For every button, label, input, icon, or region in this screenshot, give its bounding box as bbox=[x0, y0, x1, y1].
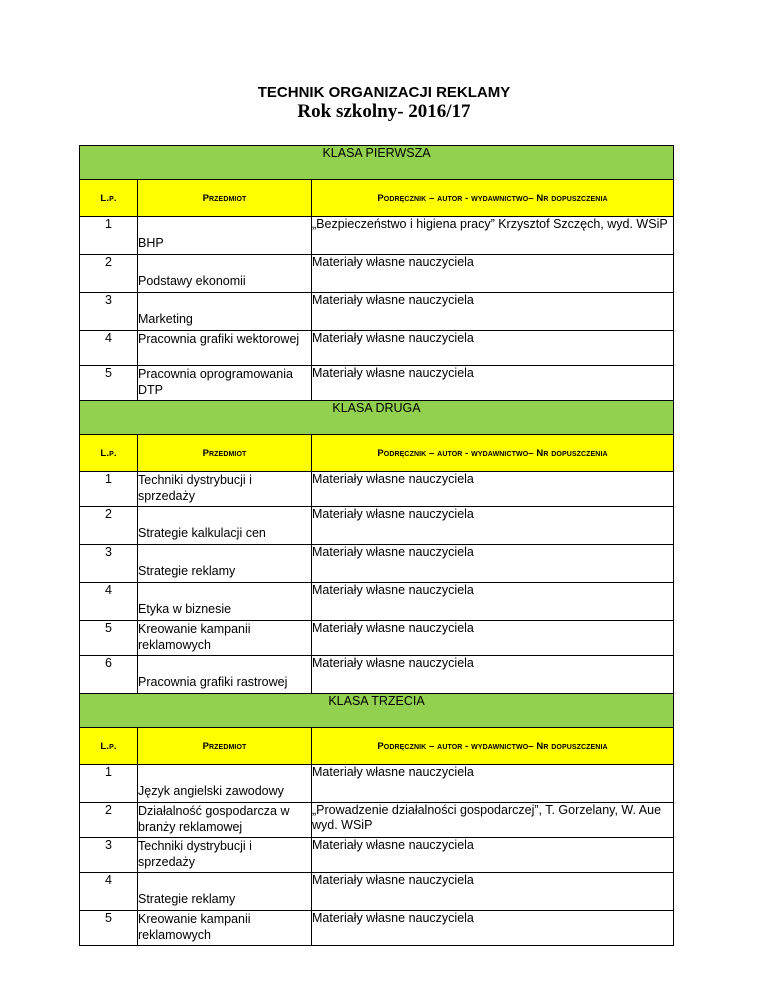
row-book: Materiały własne nauczyciela bbox=[312, 366, 674, 401]
table-row bbox=[80, 217, 674, 255]
section-title-druga: KLASA DRUGA bbox=[80, 401, 674, 435]
row-subject: Techniki dystrybucji i sprzedaży bbox=[138, 472, 312, 507]
section-title-trzecia: KLASA TRZECIA bbox=[80, 694, 674, 728]
row-number: 3 bbox=[80, 838, 138, 873]
column-header-lp: L.p. bbox=[80, 435, 138, 472]
row-subject: Kreowanie kampanii reklamowych bbox=[138, 621, 312, 656]
row-subject: Marketing bbox=[138, 293, 312, 331]
row-subject: Pracownia grafiki wektorowej bbox=[138, 331, 312, 366]
table-row bbox=[80, 472, 674, 507]
row-number: 2 bbox=[80, 803, 138, 838]
row-book: Materiały własne nauczyciela bbox=[312, 472, 674, 507]
row-book: Materiały własne nauczyciela bbox=[312, 911, 674, 946]
row-subject: Podstawy ekonomii bbox=[138, 255, 312, 293]
row-book: „Bezpieczeństwo i higiena pracy” Krzysztof Szczęch, wyd. WSiP bbox=[312, 217, 674, 255]
row-subject: Strategie reklamy bbox=[138, 873, 312, 911]
column-header-subject: Przedmiot bbox=[138, 728, 312, 765]
table-row bbox=[80, 621, 674, 656]
row-book: Materiały własne nauczyciela bbox=[312, 293, 674, 331]
row-number: 5 bbox=[80, 366, 138, 401]
row-number: 2 bbox=[80, 507, 138, 545]
row-number: 2 bbox=[80, 255, 138, 293]
row-number: 5 bbox=[80, 621, 138, 656]
row-book: Materiały własne nauczyciela bbox=[312, 656, 674, 694]
row-number: 4 bbox=[80, 331, 138, 366]
column-header-subject: Przedmiot bbox=[138, 435, 312, 472]
row-subject: Kreowanie kampanii reklamowych bbox=[138, 911, 312, 946]
table-row bbox=[80, 873, 674, 911]
row-number: 1 bbox=[80, 765, 138, 803]
table-row bbox=[80, 255, 674, 293]
table-row bbox=[80, 507, 674, 545]
row-book: Materiały własne nauczyciela bbox=[312, 873, 674, 911]
table-row bbox=[80, 765, 674, 803]
row-number: 1 bbox=[80, 472, 138, 507]
row-book: Materiały własne nauczyciela bbox=[312, 838, 674, 873]
row-subject: Działalność gospodarcza w branży reklamowej bbox=[138, 803, 312, 838]
column-header-book: Podręcznik – autor - wydawnictwo– Nr dopuszczenia bbox=[312, 728, 674, 765]
table-header-row bbox=[80, 180, 674, 217]
row-subject: Pracownia grafiki rastrowej bbox=[138, 656, 312, 694]
row-subject: Strategie reklamy bbox=[138, 545, 312, 583]
table-row bbox=[80, 838, 674, 873]
row-number: 4 bbox=[80, 873, 138, 911]
row-number: 3 bbox=[80, 545, 138, 583]
row-subject: Język angielski zawodowy bbox=[138, 765, 312, 803]
table-header-row bbox=[80, 728, 674, 765]
column-header-book: Podręcznik – autor - wydawnictwo– Nr dopuszczenia bbox=[312, 180, 674, 217]
table-row bbox=[80, 331, 674, 366]
row-book: „Prowadzenie działalności gospodarczej”, T. Gorzelany, W. Aue wyd. WSiP bbox=[312, 803, 674, 838]
table-row bbox=[80, 656, 674, 694]
row-number: 1 bbox=[80, 217, 138, 255]
table-row bbox=[80, 293, 674, 331]
section-title-pierwsza: KLASA PIERWSZA bbox=[80, 146, 674, 180]
table-row bbox=[80, 366, 674, 401]
column-header-subject: Przedmiot bbox=[138, 180, 312, 217]
column-header-lp: L.p. bbox=[80, 180, 138, 217]
table-row bbox=[80, 911, 674, 946]
school-year: Rok szkolny- 2016/17 bbox=[297, 101, 471, 122]
column-header-lp: L.p. bbox=[80, 728, 138, 765]
row-book: Materiały własne nauczyciela bbox=[312, 765, 674, 803]
table-header-row bbox=[80, 435, 674, 472]
row-number: 5 bbox=[80, 911, 138, 946]
row-book: Materiały własne nauczyciela bbox=[312, 507, 674, 545]
row-subject: Strategie kalkulacji cen bbox=[138, 507, 312, 545]
row-subject: Techniki dystrybucji i sprzedaży bbox=[138, 838, 312, 873]
column-header-book: Podręcznik – autor - wydawnictwo– Nr dopuszczenia bbox=[312, 435, 674, 472]
document-title: TECHNIK ORGANIZACJI REKLAMY bbox=[257, 84, 511, 101]
row-book: Materiały własne nauczyciela bbox=[312, 545, 674, 583]
row-book: Materiały własne nauczyciela bbox=[312, 331, 674, 366]
row-number: 6 bbox=[80, 656, 138, 694]
row-book: Materiały własne nauczyciela bbox=[312, 255, 674, 293]
row-subject: Pracownia oprogramowania DTP bbox=[138, 366, 312, 401]
row-book: Materiały własne nauczyciela bbox=[312, 621, 674, 656]
table-row bbox=[80, 545, 674, 583]
row-book: Materiały własne nauczyciela bbox=[312, 583, 674, 621]
table-row bbox=[80, 803, 674, 838]
row-number: 3 bbox=[80, 293, 138, 331]
row-subject: BHP bbox=[138, 217, 312, 255]
row-subject: Etyka w biznesie bbox=[138, 583, 312, 621]
row-number: 4 bbox=[80, 583, 138, 621]
curriculum-table bbox=[79, 145, 674, 946]
table-row bbox=[80, 583, 674, 621]
